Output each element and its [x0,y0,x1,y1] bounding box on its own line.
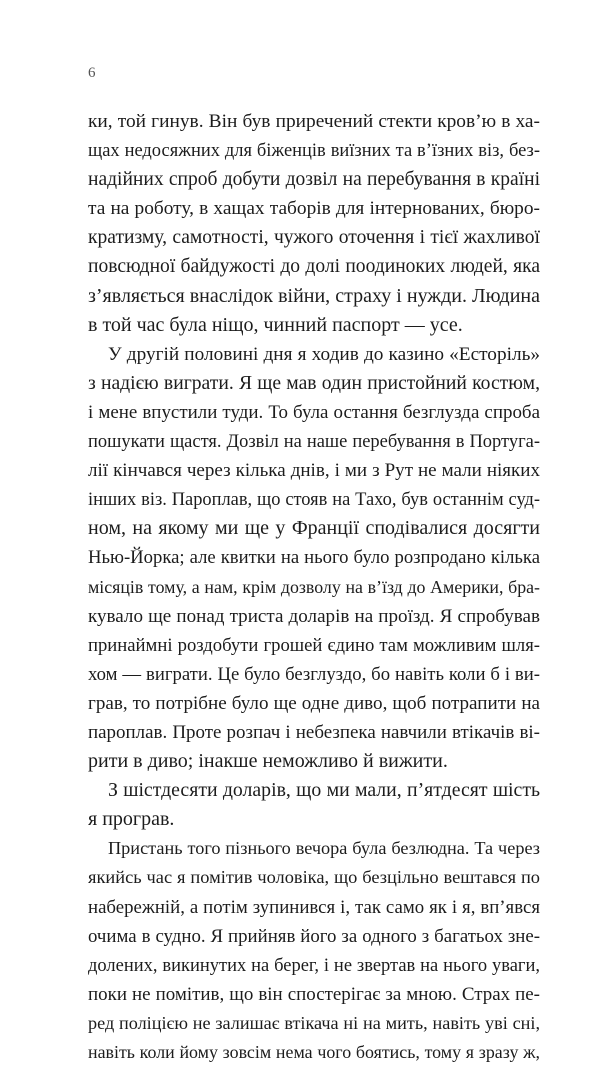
text-line: грав, то потрібне було ще одне диво, щоб потрапити на [88,692,540,714]
text-line: пароплав. Проте розпач і небезпека навчили втікачів ві- [88,721,540,743]
page-number: 6 [88,65,96,81]
text-line: щах недосяжних для біженців виїзних та в’їзних віз, без- [88,140,540,161]
text-line: принаймні роздобути грошей єдино там можливим шля- [88,634,540,656]
text-line: надійних спроб добути дозвіл на перебування в країні [88,169,540,191]
text-line: ки, той гинув. Він був приречений стекти кров’ю в ха- [88,111,540,132]
text-line: ном, на якому ми ще у Франції сподівалися досягти [88,517,540,540]
text-line: поки не помітив, що він спостерігає за мною. Страх пе- [88,983,540,1005]
text-line: місяців тому, а нам, крім дозволу на в’їзд до Америки, бра- [88,576,540,597]
text-line: пошукати щастя. Дозвіл на наше перебування в Португа- [88,431,540,452]
text-line: кувало ще понад триста доларів на проїзд. Я спробував [88,605,540,627]
text-line: набережній, а потім зупинився і, так само як і я, вп’явся [88,896,540,918]
text-line: повсюдної байдужості до долі поодиноких людей, яка [88,256,540,278]
text-line: і мене впустили туди. То була остання безглузда спроба [88,401,540,423]
text-line: з надією виграти. Я ще мав один пристойний костюм, [88,372,540,394]
text-line: очима в судно. Я прийняв його за одного з багатьох зне- [88,925,540,947]
body-text [88,107,540,1067]
text-line: ред поліцією не залишає втікача ні на мить, навіть уві сні, [88,1012,540,1033]
text-line: лії кінчався через кілька днів, і ми з Рут не мали ніяких [88,460,540,482]
text-line: інших віз. Пароплав, що стояв на Тахо, був останнім суд- [88,489,540,510]
text-line: якийсь час я помітив чоловіка, що безцільно вештався по [88,867,540,888]
text-line: хом — виграти. Це було безглуздо, бо навіть коли б і ви- [88,663,540,685]
text-line: Пристань того пізнього вечора була безлюдна. Та через [108,838,540,859]
text-line: з’являється внаслідок війни, страху і нужди. Людина [88,284,540,307]
text-line: Нью-Йорка; але квитки на нього було розпродано кілька [88,547,540,569]
text-line: З шістдесяти доларів, що ми мали, п’ятдесят шість [108,779,540,802]
text-line: долених, викинутих на берег, і не звертав на нього уваги, [88,954,540,975]
text-line: У другій половині дня я ходив до казино «Есторіль» [108,343,540,365]
text-line: рити в диво; інакше неможливо й вижити. [88,750,448,773]
text-line: та на роботу, в хащах таборів для інтернованих, бюро- [88,198,540,220]
text-line: навіть коли йому зовсім нема чого боятись, тому я зразу ж, [88,1042,540,1062]
text-line: в той час була ніщо, чинний паспорт — усе. [88,313,463,336]
text-line: я програв. [88,808,175,831]
text-line: кратизму, самотності, чужого оточення і тієї жахливої [88,227,540,249]
